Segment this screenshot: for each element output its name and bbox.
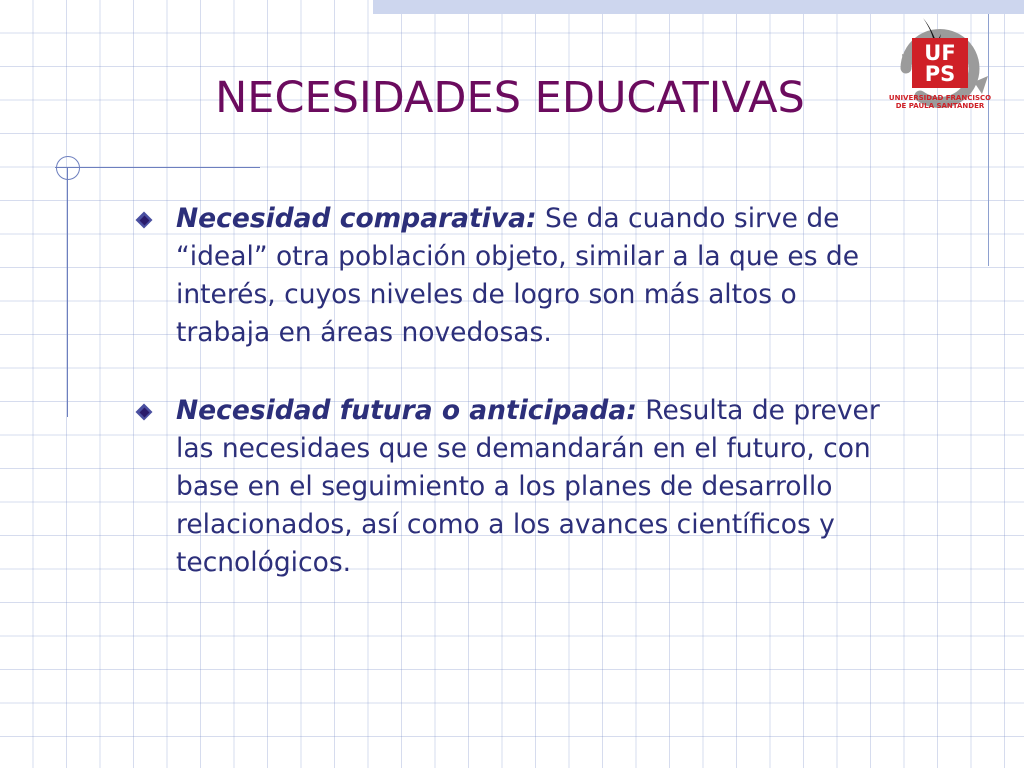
list-item: [136, 200, 896, 352]
bullet-lead-label: Necesidad comparativa:: [176, 203, 537, 234]
bullet-paragraph: [176, 392, 896, 582]
diamond-bullet-icon: [136, 404, 153, 421]
slide-body: [136, 200, 896, 622]
svg-text:DE PAULA SANTANDER: DE PAULA SANTANDER: [895, 102, 985, 110]
bullet-body-text: Se da cuando sirve de “ideal” otra población objeto, similar a la que es de interés, cuyos niveles de logro son más altos o trabaja en áreas novedosas.: [176, 203, 860, 348]
bullet-body-text: Resulta de prever las necesidaes que se demandarán en el futuro, con base en el seguimiento a los planes de desarrollo relacionados, así como a los avances científicos y tecnológicos.: [176, 395, 880, 578]
top-accent-band: [373, 0, 1024, 14]
decorative-horizontal-line: [55, 167, 260, 168]
decorative-circle: [56, 156, 80, 180]
page-title: NECESIDADES EDUCATIVAS: [215, 73, 805, 123]
svg-text:UF: UF: [924, 41, 956, 65]
list-item: [136, 392, 896, 582]
diamond-bullet-icon: [136, 212, 153, 229]
ufps-logo: [878, 16, 1004, 120]
decorative-vertical-line: [67, 167, 68, 417]
bullet-lead-label: Necesidad futura o anticipada:: [176, 395, 637, 426]
bullet-paragraph: [176, 200, 896, 352]
svg-text:PS: PS: [924, 62, 956, 86]
svg-text:UNIVERSIDAD FRANCISCO: UNIVERSIDAD FRANCISCO: [888, 94, 992, 102]
